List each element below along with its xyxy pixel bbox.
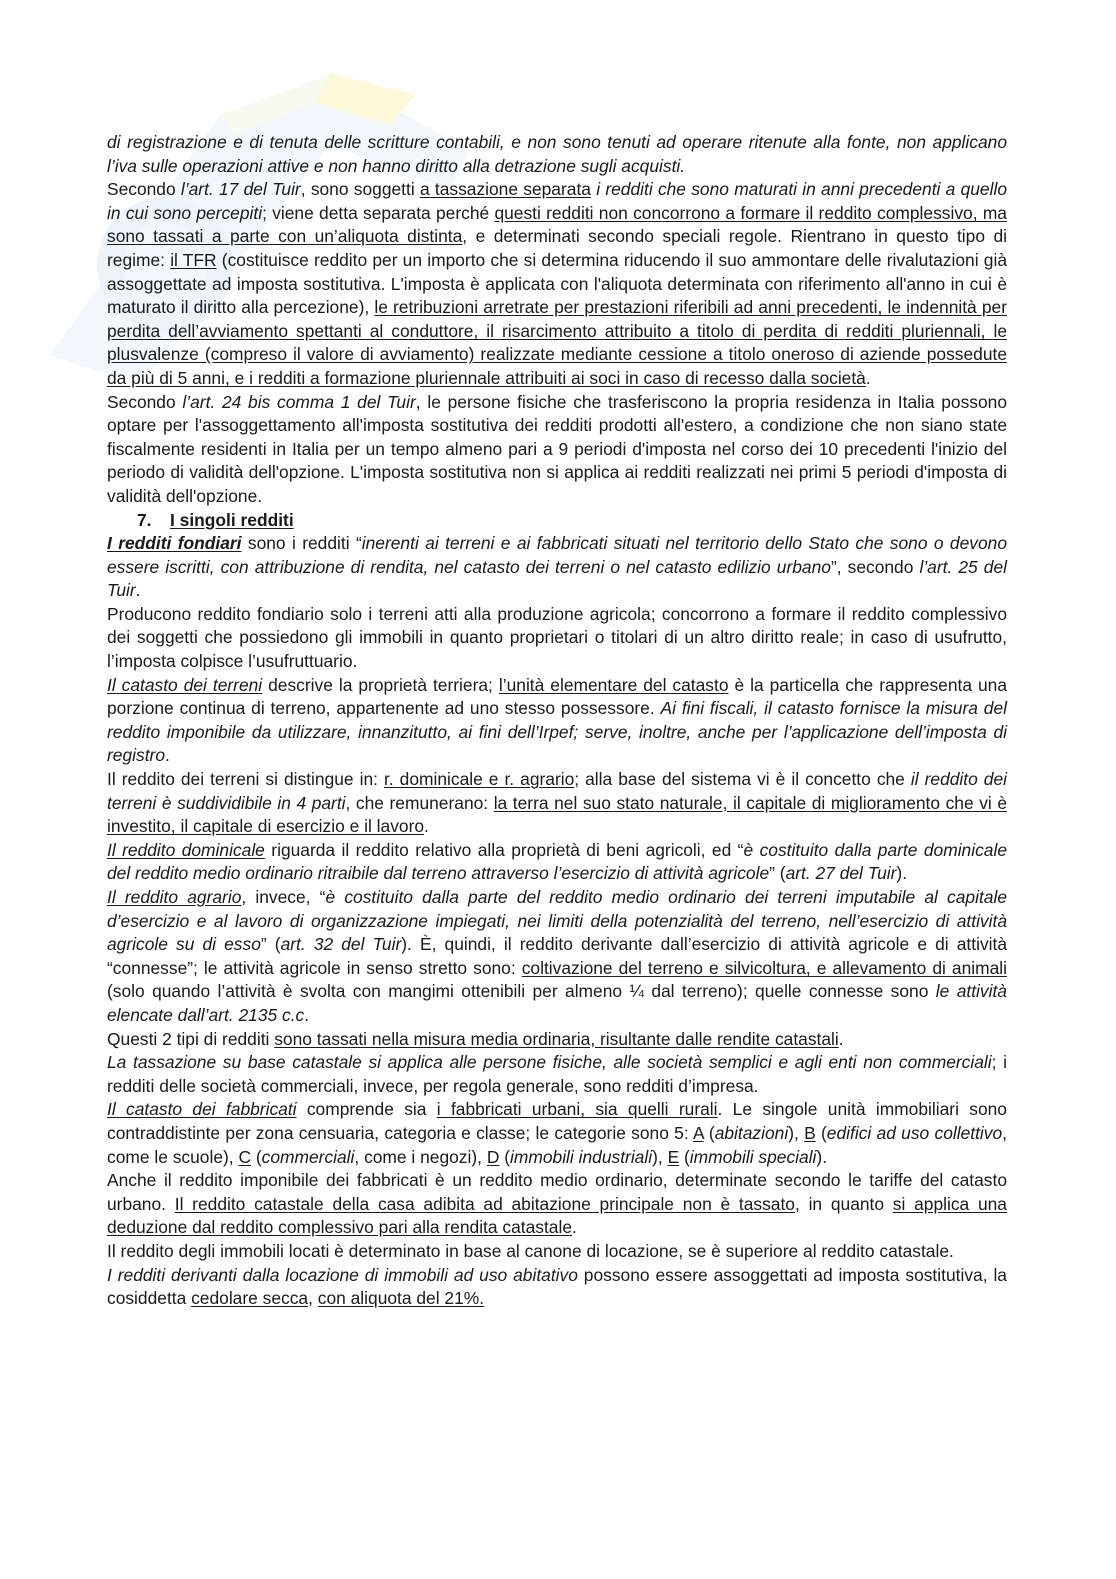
text-run: le attività elencate dall’art. 2135 c.c — [107, 981, 1007, 1025]
text-run: è costituito dalla parte dominicale del reddito medio ordinario ritraibile dal terreno attraverso l’esercizio di attività agricole — [107, 839, 1007, 884]
text-run: C — [238, 1146, 252, 1167]
text-run: ; alla base del sistema vi è il concetto che — [574, 769, 911, 790]
paragraph — [107, 1169, 1007, 1240]
text-run: coltivazione del terreno e silvicoltura, e allevamento di animali — [521, 957, 1007, 978]
text-run: Secondo — [107, 391, 183, 412]
text-run: inerenti ai terreni e ai fabbricati situati nel territorio dello Stato che sono o devono essere iscritti, con attribuzione di rendita, nel catasto dei terreni o nel catasto edilizio urbano — [107, 533, 1007, 577]
text-run: ” ( — [769, 863, 786, 884]
text-run: il TFR — [170, 249, 217, 270]
text-run: l’art. 24 bis comma 1 del Tuir — [182, 391, 416, 412]
text-run: ), — [652, 1146, 668, 1167]
text-run: l’unità elementare del catasto — [498, 674, 729, 695]
text-run: Il catasto dei terreni — [107, 674, 263, 695]
text-run: ). — [896, 863, 908, 884]
text-run: ; viene detta separata perché — [262, 202, 495, 223]
text-run: ). È, quindi, il reddito derivante dall’esercizio di attività agricole e di attività “connesse”; le attività agricole in senso stretto sono: — [107, 934, 1008, 978]
text-run: Producono reddito fondiario solo i terreni atti alla produzione agricola; concorrono a formare il reddito complessivo dei soggetti che possiedono gli immobili in quanto proprietari o titolari di un altro diritto reale; in caso di usufrutto, l’imposta colpisce l’usufruttuario. — [107, 603, 1007, 672]
text-run: art. 32 del Tuir — [280, 934, 402, 955]
text-run: , sono soggetti — [300, 179, 420, 200]
text-run: . — [135, 580, 141, 601]
text-run: questi redditi non concorrono a formare il reddito complessivo, ma sono tassati a parte con un’aliquota distinta — [107, 202, 1007, 247]
text-run: commerciali — [261, 1146, 355, 1167]
text-run: edifici ad uso collettivo — [826, 1122, 1003, 1143]
text-run: (solo quando l’attività è svolta con mangimi ottenibili per almeno ¼ dal terreno); quelle connesse sono — [107, 981, 936, 1002]
text-run: con aliquota del 21%. — [317, 1288, 485, 1309]
text-run: ( — [251, 1146, 262, 1167]
text-run: Questi 2 tipi di redditi — [107, 1028, 275, 1049]
text-run: riguarda il reddito relativo alla proprietà di beni agricoli, ed “ — [264, 839, 744, 860]
text-run: sono tassati nella misura media ordinaria, risultante dalle rendite catastali — [274, 1028, 839, 1049]
text-run: , che remunerano: — [345, 792, 494, 813]
text-run: descrive la proprietà terriera; — [262, 674, 499, 695]
text-run: B — [804, 1122, 816, 1143]
text-run: l’art. 17 del Tuir — [180, 179, 301, 200]
text-run: art. 27 del Tuir — [785, 863, 897, 884]
paragraph — [107, 674, 1007, 768]
text-run: sono i redditi “ — [241, 533, 362, 554]
text-run: Il reddito dominicale — [107, 839, 265, 860]
text-run: l’art. 25 del Tuir — [107, 556, 1007, 601]
section-title: I singoli redditi — [170, 509, 294, 530]
paragraph — [107, 532, 1007, 603]
text-run: (costituisce reddito per un importo che si determina riducendo il suo ammontare delle rivalutazioni già assoggettate ad imposta sostitutiva. L'imposta è applicata con l'aliquota determinata con riferimento all'anno in cui è maturato il diritto alla percezione), — [107, 249, 1007, 318]
paragraph-group-intro — [107, 131, 1007, 509]
text-run: . Le singole unità immobiliari sono contraddistinte per zona censuaria, categoria e classe; le categorie sono 5: — [107, 1099, 1007, 1143]
text-run: immobili industriali — [510, 1146, 653, 1167]
text-run: Il reddito catastale della casa adibita ad abitazione principale non è tassato — [174, 1193, 795, 1214]
paragraph — [107, 131, 1007, 178]
text-run: , come le scuole), — [107, 1122, 1007, 1167]
paragraph — [107, 768, 1007, 839]
text-run: , in quanto — [794, 1193, 893, 1214]
text-run: Ai fini fiscali, il catasto fornisce la misura del reddito imponibile da utilizzare, innanzitutto, ai fini dell’Irpef; serve, inoltre, anche per l’applicazione dell’imposta di registro — [107, 698, 1007, 766]
text-run: è costituito dalla parte del reddito medio ordinario dei terreni imputabile al capitale d’esercizio e al lavoro di organizzazione impiegati, nei limiti della potenzialità del terreno, nell’esercizio di attività agricole su di esso — [107, 887, 1007, 955]
text-run: Il reddito degli immobili locati è determinato in base al canone di locazione, se è superiore al reddito catastale. — [107, 1240, 954, 1261]
text-run: Anche il reddito imponibile dei fabbricati è un reddito medio ordinario, determinate secondo le tariffe del catasto urbano. — [107, 1170, 1007, 1214]
text-run: Secondo — [107, 179, 181, 200]
text-run: . — [424, 816, 429, 837]
text-run: A — [692, 1122, 704, 1143]
text-run: , — [308, 1288, 318, 1309]
text-run: , e determinati secondo speciali regole. Rientrano in questo tipo di regime: — [107, 226, 1007, 270]
text-run: comprende sia — [296, 1099, 437, 1120]
text-run: cedolare secca — [191, 1288, 309, 1309]
paragraph-group-redditi — [107, 532, 1007, 1311]
text-run: I redditi derivanti dalla locazione di immobili ad uso abitativo — [107, 1264, 578, 1285]
paragraph — [107, 1264, 1007, 1311]
text-run: immobili speciali — [689, 1146, 817, 1167]
paragraph — [107, 1051, 1007, 1098]
text-run: . — [165, 745, 170, 766]
document-page — [107, 131, 1007, 1311]
text-run: la terra nel suo stato naturale, il capitale di miglioramento che vi è investito, il capitale di esercizio e il lavoro — [107, 792, 1007, 837]
text-run: ( — [679, 1146, 690, 1167]
text-run: il reddito dei terreni è suddividibile in 4 parti — [107, 769, 1008, 813]
text-run: , come i negozi), — [354, 1146, 487, 1167]
section-heading — [107, 509, 1007, 533]
text-run: . — [572, 1217, 577, 1238]
text-run: si applica una deduzione dal reddito complessivo pari alla rendita catastale — [107, 1193, 1007, 1238]
paragraph — [107, 1240, 1007, 1264]
text-run: a tassazione separata — [419, 179, 591, 200]
text-run: ; i redditi delle società commerciali, invece, per regola generale, sono redditi d’impresa. — [107, 1052, 1007, 1096]
text-run: i redditi che sono maturati in anni precedenti a quello in cui sono percepiti — [107, 179, 1007, 223]
text-run: ), — [788, 1122, 805, 1143]
text-run: possono essere assoggettati ad imposta sostitutiva, la cosiddetta — [107, 1264, 1007, 1309]
paragraph — [107, 886, 1007, 1028]
text-run: ”, secondo — [830, 556, 920, 577]
text-run: i fabbricati urbani, sia quelli rurali — [436, 1099, 718, 1120]
text-run: Il catasto dei fabbricati — [107, 1099, 297, 1120]
text-run: D — [486, 1146, 500, 1167]
text-run: , invece, “ — [241, 887, 326, 907]
section-number: 7. — [137, 509, 152, 530]
paragraph — [107, 603, 1007, 674]
paragraph — [107, 839, 1007, 886]
text-run: le retribuzioni arretrate per prestazioni riferibili ad anni precedenti, le indennità per perdita dell’avviamento spettanti al conduttore, il risarcimento attribuito a titolo di perdita di redditi pluriennali, le plusvalenze (compreso il valore di avviamento) realizzate mediante cessione a titolo oneroso di aziende possedute da più di 5 anni, e i redditi a formazione pluriennale attribuiti ai soci in caso di recesso dalla società — [107, 297, 1008, 388]
text-run: ( — [703, 1122, 715, 1143]
paragraph — [107, 178, 1007, 390]
text-run: . — [304, 1004, 310, 1025]
text-run: , le persone fisiche che trasferiscono la propria residenza in Italia possono optare per l'assoggettamento all'imposta sostitutiva dei redditi prodotti all'estero, a condizione che non siano state fiscalmente residenti in Italia per un tempo almeno pari a 9 periodi d'imposta nel corso dei 10 precedenti l'inizio del periodo di validità dell'opzione. L'imposta sostitutiva non si applica ai redditi realizzati nei primi 5 periodi d'imposta di validità dell'opzione. — [107, 391, 1007, 506]
text-run: è la particella che rappresenta una porzione continua di terreno, appartenente ad uno stesso possessore. — [107, 674, 1007, 719]
text-run: r. dominicale e r. agrario — [383, 769, 575, 790]
paragraph — [107, 391, 1007, 509]
text-run: Il reddito agrario — [107, 887, 242, 907]
text-run: Il reddito dei terreni si distingue in: — [107, 769, 384, 790]
text-run: ” ( — [260, 934, 281, 955]
text-run: abitazioni — [714, 1122, 789, 1143]
text-run: E — [667, 1146, 680, 1167]
text-run: ( — [815, 1122, 827, 1143]
text-run: di registrazione e di tenuta delle scritture contabili, e non sono tenuti ad operare ritenute alla fonte, non applicano l’iva sulle operazioni attive e non hanno diritto alla detrazione sugli acquisti. — [107, 132, 1007, 176]
text-run: . — [865, 367, 871, 388]
text-run: I redditi fondiari — [107, 533, 242, 554]
text-run: ). — [816, 1146, 828, 1167]
paragraph — [107, 1028, 1007, 1052]
text-run: La tassazione su base catastale si applica alle persone fisiche, alle società semplici e agli enti non commerciali — [107, 1052, 992, 1073]
text-run: . — [838, 1028, 844, 1049]
text-run: ( — [499, 1146, 511, 1167]
paragraph — [107, 1098, 1007, 1169]
